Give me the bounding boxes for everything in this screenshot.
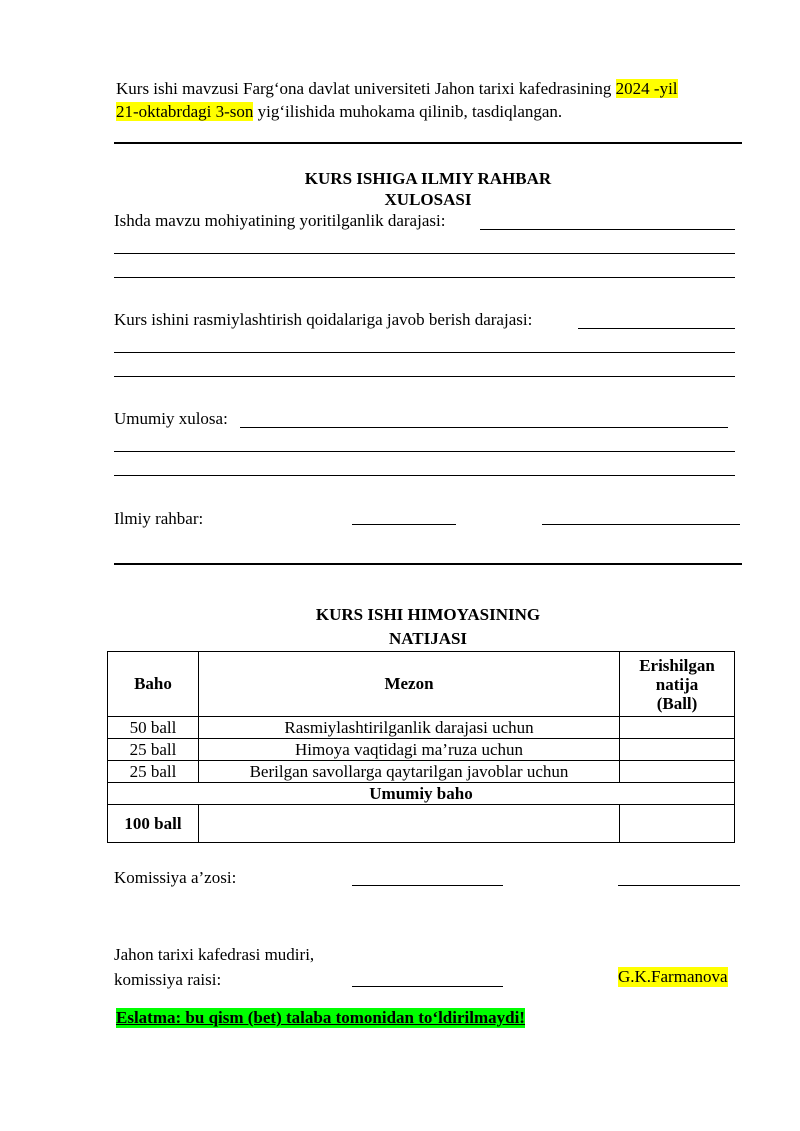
section1-title	[114, 168, 742, 210]
head-label-line1: Jahon tarixi kafedrasi mudiri,	[114, 945, 315, 964]
field1-answer-line-2[interactable]	[114, 253, 735, 254]
row-result-cell[interactable]	[620, 717, 735, 739]
total-score: 100 ball	[108, 805, 199, 843]
grade-table	[107, 651, 735, 843]
total-result-cell[interactable]	[620, 805, 735, 843]
note-text: Eslatma: bu qism (bet) talaba tomonidan to‘ldirilmaydi!	[116, 1008, 525, 1027]
header-erishilgan	[620, 652, 735, 717]
head-name: G.K.Farmanova	[618, 967, 728, 986]
row-criterion: Himoya vaqtidagi ma’ruza uchun	[199, 739, 620, 761]
header-erishilgan-line1: Erishilgan	[639, 655, 715, 675]
head-signature-line[interactable]	[352, 986, 503, 987]
member-signature-line[interactable]	[352, 885, 503, 886]
field2-label: Kurs ishini rasmiylashtirish qoidalariga javob berish darajasi:	[114, 310, 533, 329]
section2-title	[114, 603, 742, 651]
row-result-cell[interactable]	[620, 739, 735, 761]
supervisor-signature-line[interactable]	[352, 524, 456, 525]
field2-answer-line-2[interactable]	[114, 352, 735, 353]
section2-title-line1: KURS ISHI HIMOYASINING	[315, 605, 541, 624]
field3-answer-line[interactable]	[240, 427, 728, 428]
row-result-cell[interactable]	[620, 761, 735, 783]
table-row	[108, 761, 735, 783]
head-label	[114, 942, 314, 992]
header-baho: Baho	[108, 652, 199, 717]
row-score: 25 ball	[108, 761, 199, 783]
field2-answer-line[interactable]	[578, 328, 735, 329]
field2-answer-line-3[interactable]	[114, 376, 735, 377]
table-row	[108, 739, 735, 761]
header-erishilgan-line2: natija	[655, 674, 699, 694]
date-highlight-1: 2024 -yil	[615, 79, 678, 98]
row-criterion: Berilgan savollarga qaytarilgan javoblar uchun	[199, 761, 620, 783]
table-row	[108, 717, 735, 739]
field1-answer-line[interactable]	[480, 229, 735, 230]
intro-paragraph	[116, 77, 756, 123]
supervisor-label: Ilmiy rahbar:	[114, 509, 204, 528]
member-label: Komissiya a’zosi:	[114, 868, 237, 887]
row-score: 25 ball	[108, 739, 199, 761]
field1-label: Ishda mavzu mohiyatining yoritilganlik darajasi:	[114, 211, 446, 230]
supervisor-name-line[interactable]	[542, 524, 740, 525]
head-label-line2: komissiya raisi:	[114, 970, 222, 989]
field3-answer-line-3[interactable]	[114, 475, 735, 476]
section2-title-line2: NATIJASI	[388, 629, 468, 648]
header-mezon: Mezon	[199, 652, 620, 717]
member-name-line[interactable]	[618, 885, 740, 886]
row-criterion: Rasmiylashtirilganlik darajasi uchun	[199, 717, 620, 739]
intro-text-1: Kurs ishi mavzusi Farg‘ona davlat universiteti Jahon tarixi kafedrasining	[116, 79, 616, 98]
divider-2	[114, 563, 742, 565]
section1-title-line2: XULOSASI	[384, 190, 472, 209]
row-score: 50 ball	[108, 717, 199, 739]
field1-answer-line-3[interactable]	[114, 277, 735, 278]
intro-text-2: yig‘ilishida muhokama qilinib, tasdiqlangan.	[253, 102, 563, 121]
total-criterion-cell	[199, 805, 620, 843]
section1-title-line1: KURS ISHIGA ILMIY RAHBAR	[304, 169, 552, 188]
divider-1	[114, 142, 742, 144]
field3-answer-line-2[interactable]	[114, 451, 735, 452]
total-label: Umumiy baho	[108, 783, 735, 805]
header-erishilgan-line3: (Ball)	[656, 693, 698, 713]
date-highlight-2: 21-oktabrdagi 3-son	[116, 102, 254, 121]
field3-label: Umumiy xulosa:	[114, 409, 228, 428]
